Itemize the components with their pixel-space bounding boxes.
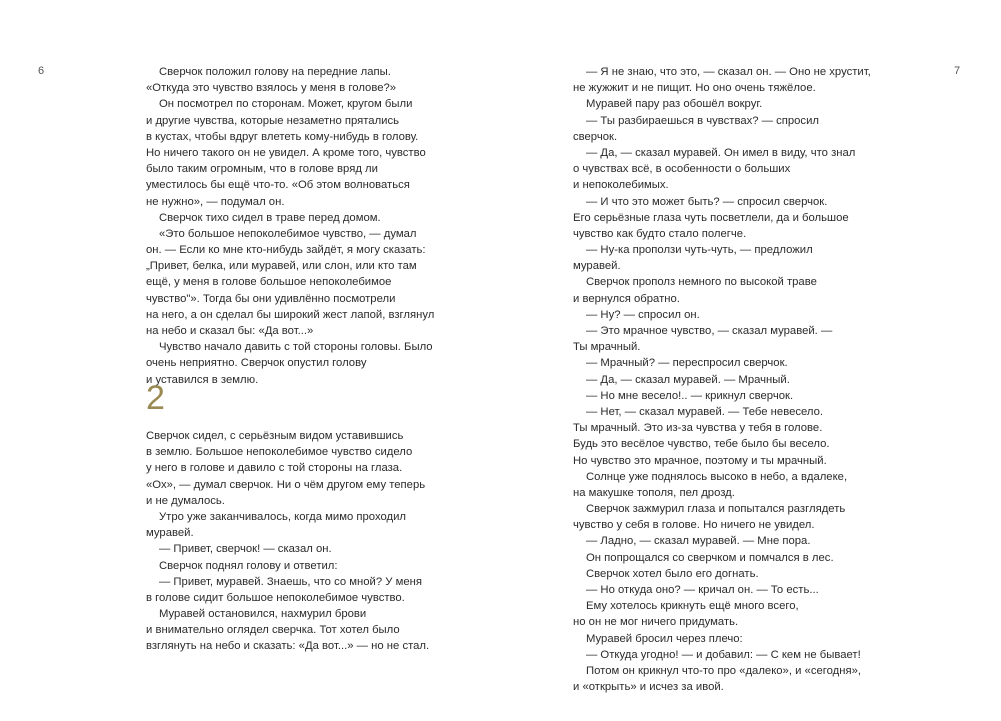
text-line: Солнце уже поднялось высоко в небо, а вдалеке, [586,470,848,483]
text-line: — Но мне весело!.. — крикнул сверчок. [586,389,794,402]
text-line: — Да, — сказал муравей. — Мрачный. [586,373,790,386]
text-line: в землю. Большое непоколебимое чувство сидело [146,446,413,459]
text-line: Сверчок положил голову на передние лапы. [159,66,391,78]
text-line: Сверчок зажмурил глаза и попытался разглядеть [586,503,846,516]
text-line: и уставился в землю. [146,373,259,386]
text-line: и внимательно оглядел сверчка. Тот хотел было [146,624,400,637]
text-line: уместилось бы ещё что-то. «Об этом волноваться [146,179,410,192]
text-line: Ты мрачный. [573,341,641,354]
text-line: и вернулся обратно. [573,292,680,305]
text-line: Он посмотрел по сторонам. Может, кругом были [159,98,413,111]
text-line: «Откуда это чувство взялось у меня в голове?» [146,82,397,95]
text-line: муравей. [573,260,621,273]
text-line: Сверчок прополз немного по высокой траве [586,276,817,289]
text-line: чувство у себя в голове. Но ничего не увидел. [573,519,815,532]
text-line: Но ничего такого он не увидел. А кроме того, чувство [146,146,426,159]
text-line: Муравей бросил через плечо: [586,632,743,645]
text-line: чувство как будто стало полегче. [573,227,747,240]
text-line: — Откуда угодно! — и добавил: — С кем не бывает! [586,648,861,661]
text-line: — Ты разбираешься в чувствах? — спросил [586,114,819,127]
text-line: Ему хотелось крикнуть ещё много всего, [586,600,799,613]
text-line: Сверчок сидел, с серьёзным видом уставившись [146,430,404,442]
text-line: не нужно», — подумал он. [146,195,285,208]
left-page-text-bottom [146,428,429,655]
text-line: «Ох», — думал сверчок. Ни о чём другом ему теперь [146,478,426,491]
text-line: Утро уже заканчивалось, когда мимо проходил [159,510,406,523]
left-page-text-top [146,64,434,388]
text-line: сверчок. [573,130,618,143]
text-line: муравей. [146,527,194,540]
page-number-left: 6 [38,65,45,77]
text-line: — Привет, сверчок! — сказал он. [159,543,332,556]
text-line: Сверчок тихо сидел в траве перед домом. [159,211,381,224]
text-line: — Я не знаю, что это, — сказал он. — Оно не хрустит, [586,66,871,78]
text-line: Муравей остановился, нахмурил брови [159,608,367,621]
text-line: — Привет, муравей. Знаешь, что со мной? У меня [159,575,422,588]
text-line: «Это большое непоколебимое чувство, — думал [159,227,417,240]
text-line: чувство"». Тогда бы они удивлённо посмотрели [146,292,396,305]
text-line: но он не мог ничего придумать. [573,616,739,629]
text-line: Чувство начало давить с той стороны головы. Было [159,341,433,354]
text-line: и непоколебимых. [573,179,669,192]
text-line: „Привет, белка, или муравей, или слон, или кто там [146,260,417,273]
text-line: Муравей пару раз обошёл вокруг. [586,98,763,111]
text-line: и «открыть» и исчез за ивой. [573,681,724,694]
page-number-right: 7 [954,65,961,77]
text-line: он. — Если ко мне кто-нибудь зайдёт, я могу сказать: [146,244,426,257]
text-line: Его серьёзные глаза чуть посветлели, да и большое [573,211,849,224]
text-line: — Нет, — сказал муравей. — Тебе невесело. [586,405,824,418]
text-line: — Ну? — спросил он. [586,308,700,321]
text-line: взглянуть на небо и сказать: «Да вот...» — но не стал. [146,640,430,653]
text-line: было таким огромным, что в голове вряд ли [146,163,378,176]
text-line: очень неприятно. Сверчок опустил голову [146,357,367,370]
text-line: Он попрощался со сверчком и помчался в лес. [586,551,834,564]
text-line: Ты мрачный. Это из-за чувства у тебя в голове. [573,422,823,435]
text-line: — Ну-ка проползи чуть-чуть, — предложил [586,244,813,257]
text-line: — Это мрачное чувство, — сказал муравей. — [586,325,833,337]
text-line: в кустах, чтобы вдруг влететь кому-нибудь в голову. [146,130,419,143]
text-line: не жужжит и не пищит. Но оно очень тяжёлое. [573,82,816,95]
text-line: на него, а он сделал бы широкий жест лапой, взглянул [146,308,435,321]
text-line: Потом он крикнул что-то про «далеко», и «сегодня», [586,664,862,677]
text-line: в голове сидит большое непоколебимое чувство. [146,591,405,604]
text-line: и другие чувства, которые незаметно прятались [146,114,400,127]
text-line: на небо и сказал бы: «Да вот...» [146,325,314,337]
text-line: — И что это может быть? — спросил сверчок. [586,195,828,208]
text-line: на макушке тополя, пел дрозд. [573,486,735,499]
text-line: Но чувство это мрачное, поэтому и ты мрачный. [573,454,827,467]
chapter-number: 2 [146,379,165,417]
text-line: — Да, — сказал муравей. Он имел в виду, что знал [586,146,856,159]
text-line: Сверчок хотел было его догнать. [586,567,759,580]
text-line: Будь это весёлое чувство, тебе было бы весело. [573,438,830,451]
text-line: — Ладно, — сказал муравей. — Мне пора. [586,535,811,548]
right-page-text [573,64,871,695]
text-line: — Мрачный? — переспросил сверчок. [586,357,788,370]
text-line: — Но откуда оно? — кричал он. — То есть... [586,584,819,596]
text-line: у него в голове и давило с той стороны на глаза. [146,462,403,475]
text-line: ещё, у меня в голове большое непоколебимое [146,276,392,289]
text-line: Сверчок поднял голову и ответил: [159,559,338,572]
text-line: о чувствах всё, в особенности о больших [573,163,791,176]
text-line: и не думалось. [146,494,225,507]
